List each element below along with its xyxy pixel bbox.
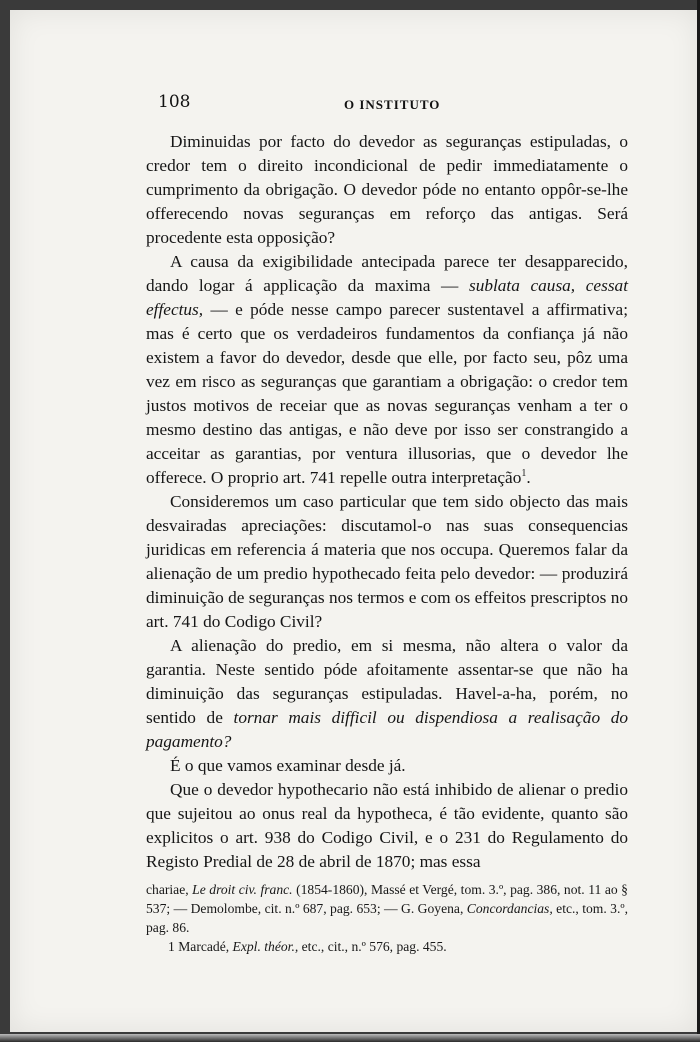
paragraph: Que o devedor hypothecario não está inhibido de alienar o predio que sujeitou ao onus real da hypotheca, é tão evidente, quanto são explicitos o art. 938 do Codigo Civil, e o 231 do Regulamento do Registo Predial de 28 de abril de 1870; mas essa — [146, 780, 628, 871]
footnote-1: 1 Marcadé, Expl. théor., etc., cit., n.º 576, pag. 455. — [168, 939, 447, 954]
scan-bottom-edge — [0, 1034, 700, 1042]
page-header — [158, 92, 624, 114]
paragraph: A causa da exigibilidade antecipada parece ter desapparecido, dando logar á applicação da maxima — sublata causa, cessat effectus, — e póde nesse campo parecer sustentavel a affirmativa; mas é certo que os verdadeiros fundamentos da confiança já não existem a favor do devedor, desde que elle, por facto seu, pôz uma vez em risco as seguranças que garantiam a obrigação: o credor tem justos motivos de receiar que as novas seguranças venham a ter o mesmo destino das antigas, e não deve por isso ser constrangido a acceitar as garantias, por ventura illusorias, que o devedor lhe offerece. O proprio art. 741 repelle outra interpretação$^1$. — [146, 252, 628, 487]
body-text — [146, 130, 628, 874]
footnote-marker: 1 — [168, 939, 175, 954]
footnote-continuation: chariae, Le droit civ. franc. (1854-1860), Massé et Vergé, tom. 3.º, pag. 386, not. 11 ao § 537; — Demolombe, cit. n.º 687, pag. 653; — G. Goyena, Concordancias, etc., tom. 3.º, pag. 86. — [146, 882, 628, 935]
italic-phrase: tornar mais difficil ou dispendiosa a realisação do pagamento? — [146, 708, 629, 751]
paragraph: É o que vamos examinar desde já. — [170, 756, 406, 775]
page-number: 108 — [158, 92, 191, 112]
footnotes — [146, 880, 628, 956]
paragraph: A alienação do predio, em si mesma, não altera o valor da garantia. Neste sentido póde afoitamente assentar-se que não ha diminuição das seguranças estipuladas. Havel-a-ha, porém, no sentido de tornar mais difficil ou dispendiosa a realisação do pagamento? — [146, 636, 629, 751]
footnote-ref: 1 — [521, 468, 527, 480]
latin-maxim: sublata causa, cessat effectus, — [146, 276, 628, 319]
paragraph: Consideremos um caso particular que tem sido objecto das mais desvairadas apreciações: discutamol-o nas suas consequencias juridicas em referencia á materia que nos occupa. Queremos falar da alienação de um predio hypothecado feita pelo devedor: — produzirá diminuição de seguranças nos termos e com os effeitos prescriptos no art. 741 do Codigo Civil? — [146, 492, 628, 631]
paragraph: Diminuidas por facto do devedor as seguranças estipuladas, o credor tem o direito incondicional de pedir immediatamente o cumprimento da obrigação. O devedor póde no entanto oppôr-se-lhe offerecendo novas seguranças em reforço das antigas. Será procedente esta opposição? — [146, 132, 628, 247]
running-title: O INSTITUTO — [344, 97, 441, 112]
